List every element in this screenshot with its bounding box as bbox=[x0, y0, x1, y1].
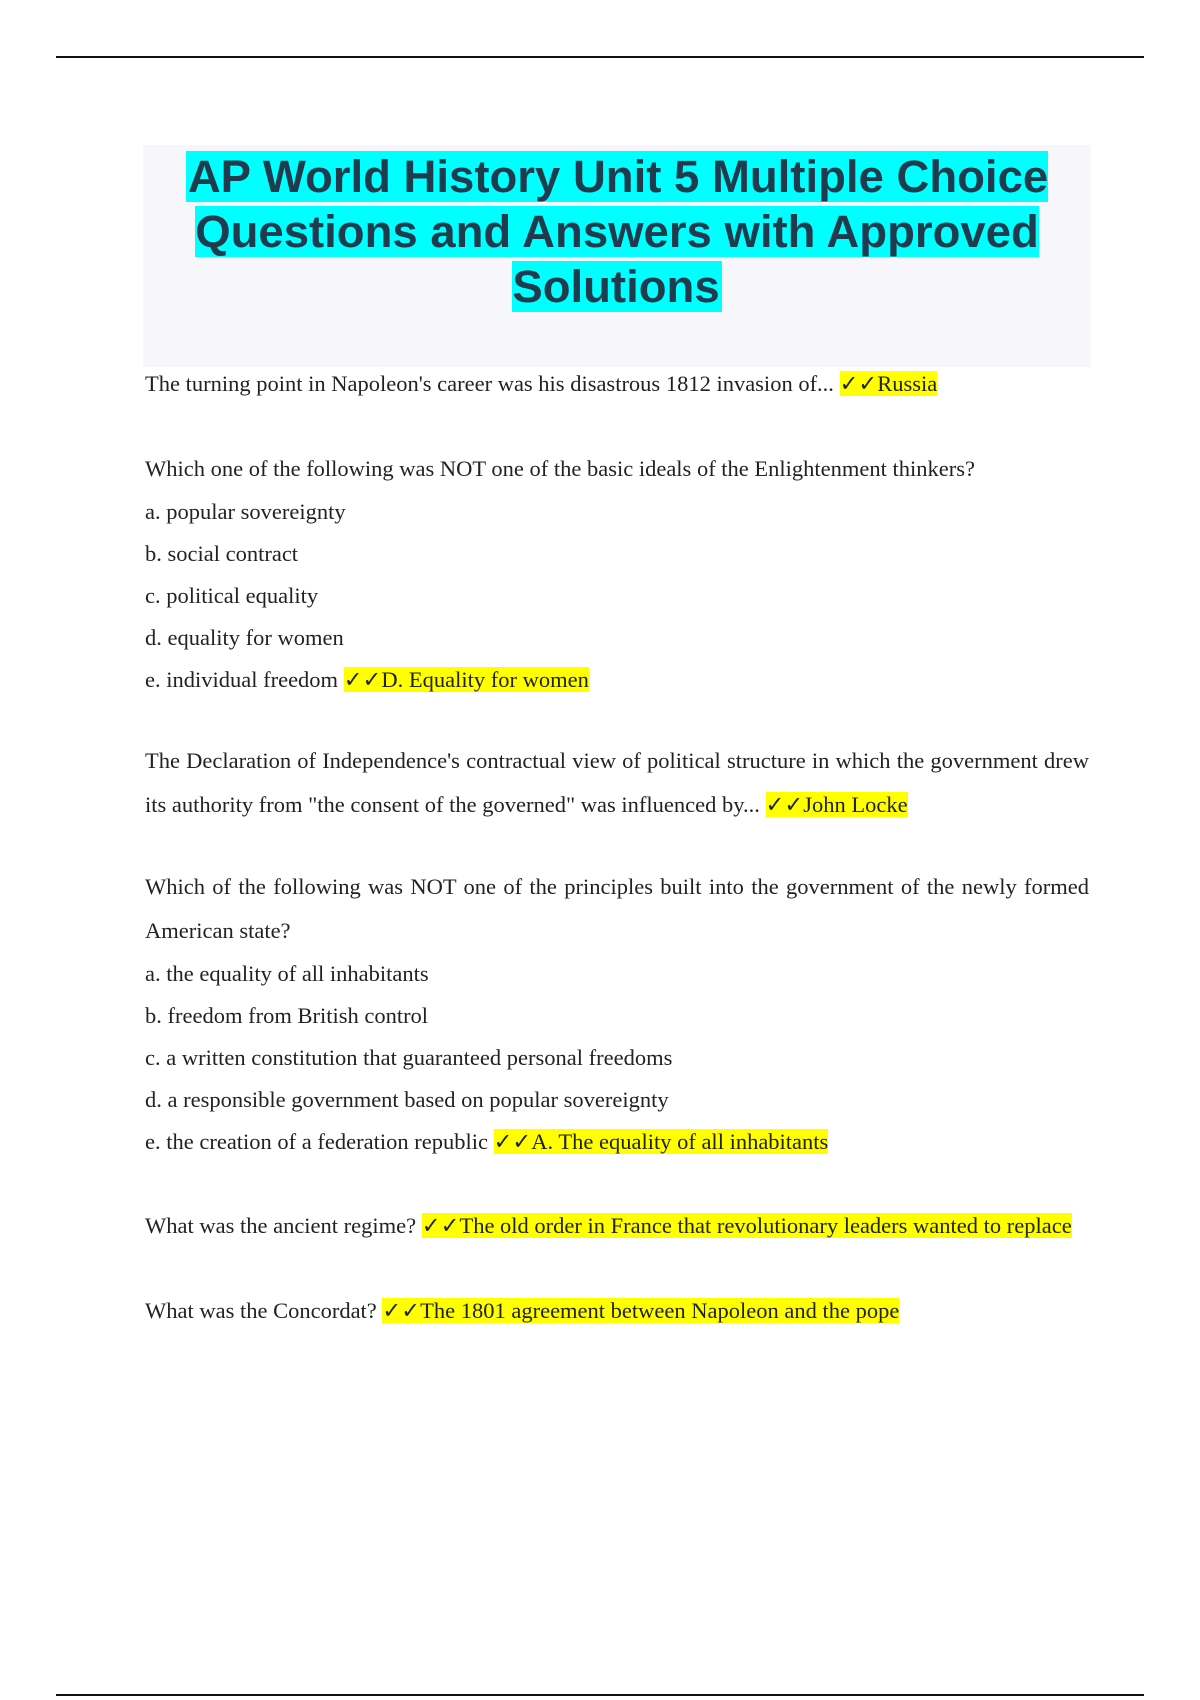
option-item: d. equality for women bbox=[145, 625, 344, 650]
bottom-rule bbox=[56, 1694, 1144, 1696]
answer-highlight: ✓✓John Locke bbox=[765, 792, 908, 817]
option-item: b. social contract bbox=[145, 541, 299, 566]
answer-highlight: ✓✓Russia bbox=[839, 371, 938, 396]
option-item: c. a written constitution that guaranteed personal freedoms bbox=[145, 1045, 673, 1070]
option-item: d. a responsible government based on popular sovereignty bbox=[145, 1087, 669, 1112]
qa-item-4-last-option bbox=[145, 1121, 1089, 1163]
option-item: a. the equality of all inhabitants bbox=[145, 961, 429, 986]
question-text: The turning point in Napoleon's career was his disastrous 1812 invasion of... bbox=[145, 371, 834, 396]
question-text: What was the ancient regime? bbox=[145, 1213, 417, 1238]
answer-highlight: ✓✓The 1801 agreement between Napoleon and the pope bbox=[382, 1298, 900, 1323]
qa-item-1 bbox=[145, 362, 1089, 406]
qa-item-3 bbox=[145, 739, 1089, 827]
qa-item-6 bbox=[145, 1289, 1089, 1333]
qa-content bbox=[145, 362, 1089, 1333]
question-text: Which of the following was NOT one of the principles built into the government of the newly formed American state? bbox=[145, 874, 1089, 943]
top-rule bbox=[56, 56, 1144, 58]
question-text: What was the Concordat? bbox=[145, 1298, 377, 1323]
qa-item-2-last-option bbox=[145, 659, 1089, 701]
option-item: e. the creation of a federation republic bbox=[145, 1129, 488, 1154]
option-item: e. individual freedom bbox=[145, 667, 339, 692]
option-item: a. popular sovereignty bbox=[145, 499, 346, 524]
document-title-text: AP World History Unit 5 Multiple Choice Questions and Answers with Approved Solutions bbox=[187, 151, 1049, 312]
title-block bbox=[143, 145, 1091, 367]
document-title bbox=[143, 145, 1091, 314]
answer-highlight: ✓✓D. Equality for women bbox=[343, 667, 589, 692]
question-text: Which one of the following was NOT one of the basic ideals of the Enlightenment thinkers? bbox=[145, 456, 975, 481]
option-item: c. political equality bbox=[145, 583, 319, 608]
question-text: The Declaration of Independence's contractual view of political structure in which the government drew its authority from "the consent of the governed" was influenced by... bbox=[145, 748, 1089, 817]
answer-highlight: ✓✓The old order in France that revolutionary leaders wanted to replace bbox=[421, 1213, 1072, 1238]
qa-item-5 bbox=[145, 1204, 1089, 1248]
option-item: b. freedom from British control bbox=[145, 1003, 429, 1028]
answer-highlight: ✓✓A. The equality of all inhabitants bbox=[493, 1129, 829, 1154]
